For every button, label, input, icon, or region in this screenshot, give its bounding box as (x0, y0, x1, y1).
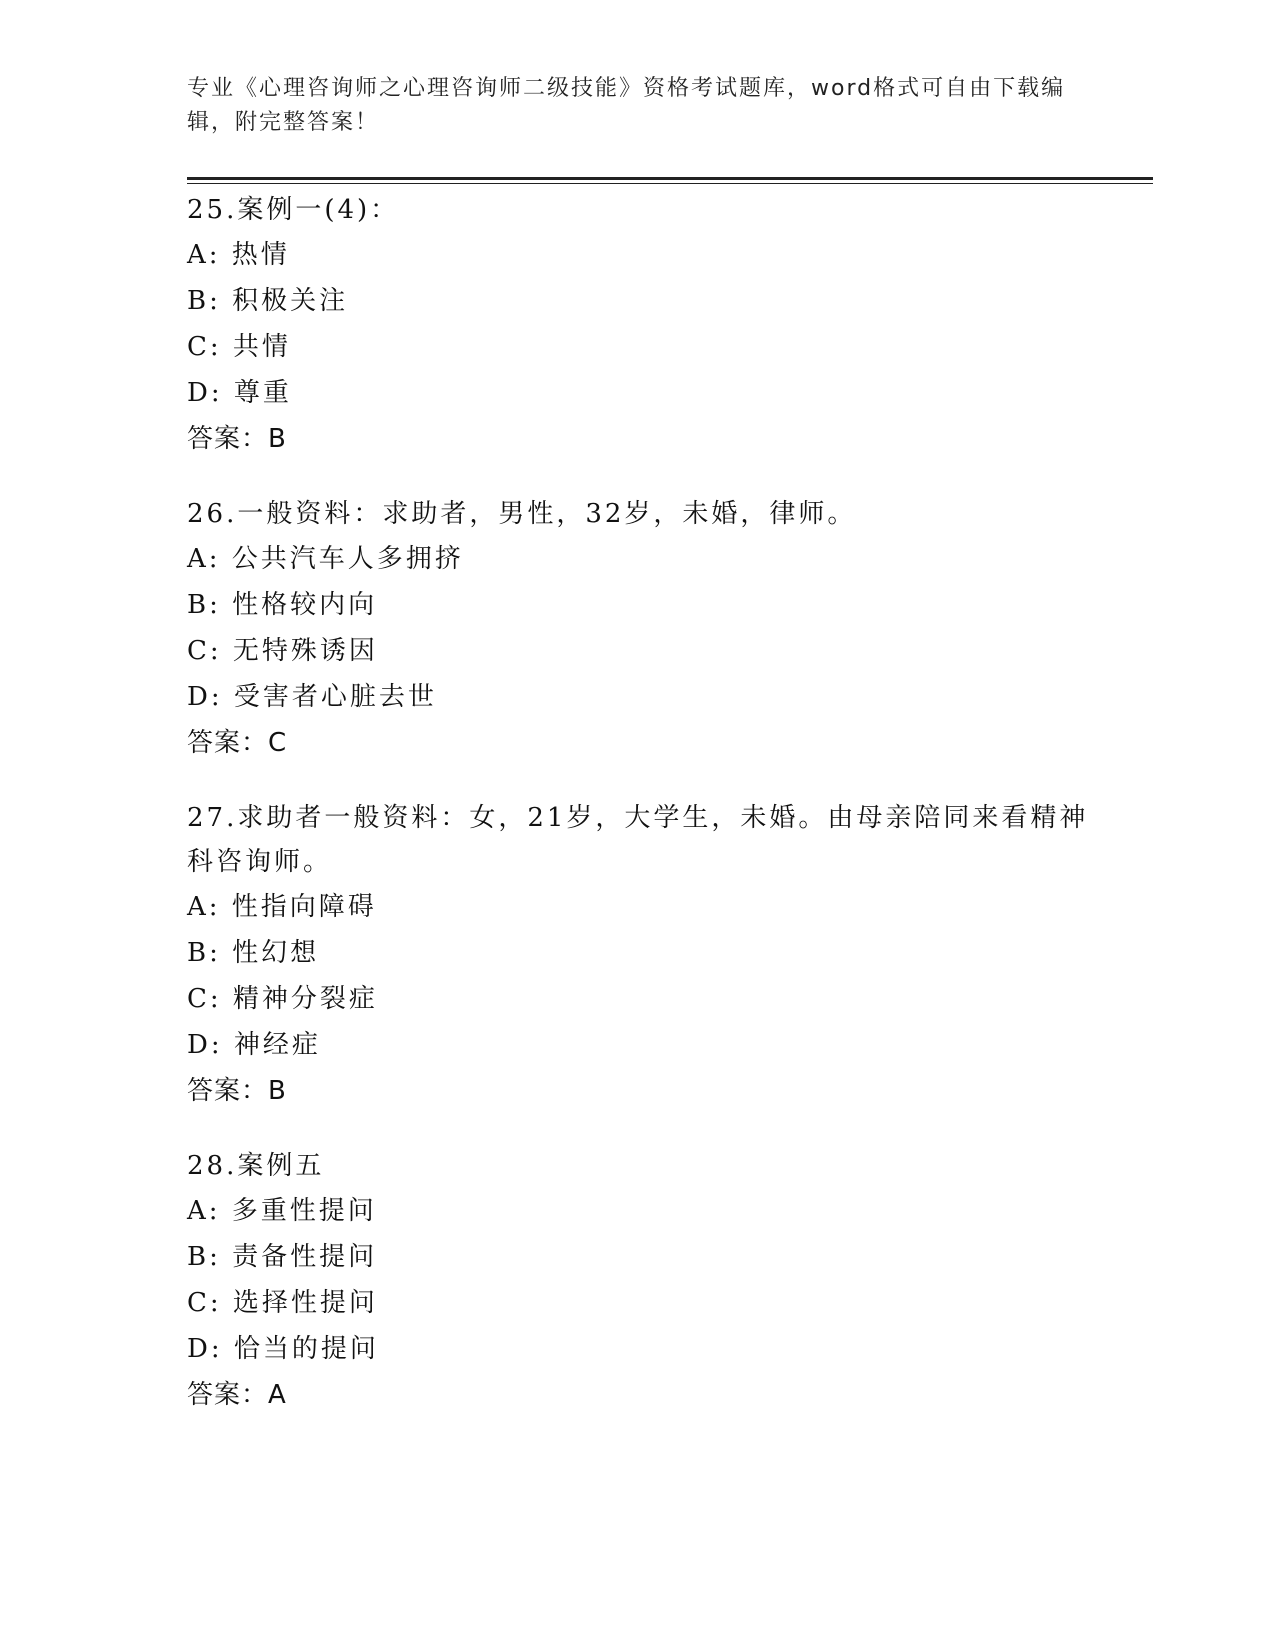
answer: 答案：A (187, 1380, 287, 1410)
question-25 (187, 188, 1107, 462)
question-28 (187, 1144, 1107, 1418)
option-b: B: 责备性提问 (187, 1242, 378, 1272)
option-d: D: 受害者心脏去世 (187, 682, 437, 712)
question-stem: 25.案例一(4)： (187, 195, 400, 225)
answer: 答案：B (187, 424, 287, 454)
option-c: C: 精神分裂症 (187, 984, 378, 1014)
header-rule-thick (187, 177, 1153, 180)
option-c: C: 共情 (187, 332, 291, 362)
option-c: C: 选择性提问 (187, 1288, 378, 1318)
option-b: B: 性格较内向 (187, 590, 378, 620)
answer: 答案：B (187, 1076, 287, 1106)
option-a: A: 热情 (187, 240, 290, 270)
option-d: D: 神经症 (187, 1030, 321, 1060)
question-27 (187, 796, 1107, 1114)
question-stem: 27.求助者一般资料：女，21岁，大学生，未婚。由母亲陪同来看精神科咨询师。 (187, 803, 1089, 877)
question-stem: 28.案例五 (187, 1151, 325, 1181)
option-a: A: 性指向障碍 (187, 892, 377, 922)
option-a: A: 公共汽车人多拥挤 (187, 544, 464, 574)
document-header: 专业《心理咨询师之心理咨询师二级技能》资格考试题库，word格式可自由下载编辑，附完整答案！ (187, 76, 1066, 135)
option-a: A: 多重性提问 (187, 1196, 377, 1226)
answer: 答案：C (187, 728, 288, 758)
question-stem: 26.一般资料：求助者，男性，32岁，未婚，律师。 (187, 499, 857, 529)
option-b: B: 性幻想 (187, 938, 320, 968)
header-rule-thin (187, 183, 1153, 184)
option-c: C: 无特殊诱因 (187, 636, 378, 666)
option-d: D: 尊重 (187, 378, 292, 408)
option-b: B: 积极关注 (187, 286, 349, 316)
question-list (187, 188, 1107, 1448)
option-d: D: 恰当的提问 (187, 1334, 379, 1364)
question-26 (187, 492, 1107, 766)
